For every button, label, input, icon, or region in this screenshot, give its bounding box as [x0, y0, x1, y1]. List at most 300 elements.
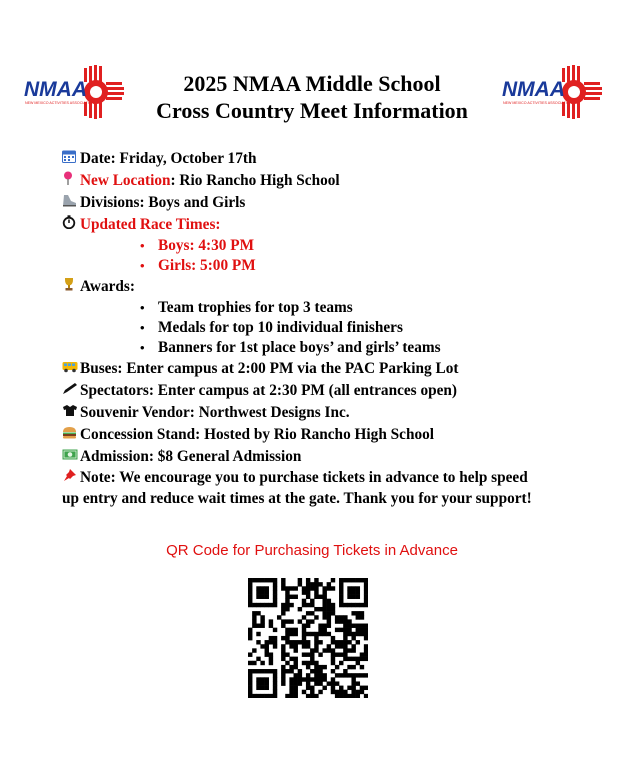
qr-module	[327, 632, 331, 636]
qr-module	[306, 652, 310, 656]
qr-module	[265, 694, 269, 698]
qr-module	[327, 611, 331, 615]
qr-module	[281, 603, 285, 607]
pushpin-icon	[62, 468, 80, 489]
qr-module	[260, 586, 264, 590]
qr-module	[265, 652, 269, 656]
qr-module	[306, 619, 310, 623]
qr-module	[248, 661, 252, 665]
qr-module	[347, 628, 351, 632]
qr-module	[285, 595, 289, 599]
qr-module	[343, 615, 347, 619]
qr-module	[294, 694, 298, 698]
qr-module	[265, 595, 269, 599]
qr-module	[302, 632, 306, 636]
qr-module	[306, 644, 310, 648]
qr-module	[339, 628, 343, 632]
qr-module	[351, 624, 355, 628]
qr-module	[310, 677, 314, 681]
pen-icon	[62, 381, 80, 402]
qr-module	[248, 632, 252, 636]
qr-module	[318, 582, 322, 586]
qr-module	[248, 686, 252, 690]
qr-module	[364, 624, 368, 628]
qr-module	[347, 578, 351, 582]
qr-module	[364, 686, 368, 690]
qr-module	[339, 640, 343, 644]
race-times-list	[62, 236, 562, 276]
qr-module	[248, 636, 252, 640]
qr-module	[248, 690, 252, 694]
qr-module	[306, 632, 310, 636]
qr-module	[310, 586, 314, 590]
burger-icon	[62, 425, 80, 446]
qr-module	[310, 632, 314, 636]
qr-module	[335, 673, 339, 677]
qr-module	[285, 607, 289, 611]
qr-module	[273, 599, 277, 603]
qr-module	[294, 595, 298, 599]
qr-module	[269, 640, 273, 644]
qr-module	[351, 681, 355, 685]
qr-module	[306, 661, 310, 665]
qr-module	[248, 677, 252, 681]
qr-module	[347, 603, 351, 607]
qr-module	[322, 648, 326, 652]
qr-module	[298, 619, 302, 623]
qr-module	[314, 648, 318, 652]
qr-module	[256, 595, 260, 599]
note-paragraph	[62, 468, 540, 509]
qr-module	[265, 677, 269, 681]
qr-module	[302, 690, 306, 694]
qr-module	[289, 686, 293, 690]
qr-module	[318, 624, 322, 628]
qr-module	[322, 590, 326, 594]
qr-module	[269, 694, 273, 698]
spectators-text: Spectators: Enter campus at 2:30 PM (all entrances open)	[80, 382, 457, 399]
qr-module	[294, 628, 298, 632]
qr-module	[318, 669, 322, 673]
qr-module	[339, 582, 343, 586]
qr-module	[302, 615, 306, 619]
qr-module	[281, 648, 285, 652]
qr-module	[281, 673, 285, 677]
qr-module	[269, 661, 273, 665]
qr-module	[273, 669, 277, 673]
qr-module	[289, 665, 293, 669]
qr-module	[339, 690, 343, 694]
qr-module	[356, 640, 360, 644]
qr-module	[248, 582, 252, 586]
qr-module	[265, 578, 269, 582]
qr-module	[252, 648, 256, 652]
qr-module	[289, 644, 293, 648]
qr-module	[310, 657, 314, 661]
qr-module	[281, 619, 285, 623]
qr-module	[289, 657, 293, 661]
qr-module	[269, 636, 273, 640]
qr-module	[318, 632, 322, 636]
qr-module	[327, 599, 331, 603]
qr-module	[273, 603, 277, 607]
qr-module	[281, 657, 285, 661]
qr-module	[248, 669, 252, 673]
qr-module	[306, 624, 310, 628]
qr-module	[269, 619, 273, 623]
qr-module	[298, 669, 302, 673]
money-icon	[62, 447, 80, 468]
qr-module	[318, 595, 322, 599]
logo-text: NMAA	[24, 78, 87, 101]
qr-module	[327, 615, 331, 619]
qr-module	[248, 652, 252, 656]
qr-module	[273, 595, 277, 599]
qr-module	[302, 624, 306, 628]
race-time-boys: • Boys: 4:30 PM	[138, 236, 562, 256]
vendor-line	[62, 402, 562, 424]
qr-module	[306, 578, 310, 582]
qr-module	[331, 657, 335, 661]
qr-module	[364, 673, 368, 677]
qr-module	[351, 644, 355, 648]
qr-module	[314, 677, 318, 681]
qr-module	[314, 632, 318, 636]
buses-line	[62, 358, 562, 380]
qr-module	[347, 648, 351, 652]
qr-module	[314, 665, 318, 669]
qr-module	[306, 582, 310, 586]
qr-module	[322, 595, 326, 599]
qr-module	[269, 624, 273, 628]
qr-module	[285, 640, 289, 644]
qr-module	[273, 582, 277, 586]
qr-module	[339, 599, 343, 603]
qr-module	[306, 611, 310, 615]
qr-module	[339, 615, 343, 619]
qr-module	[269, 657, 273, 661]
qr-module	[260, 669, 264, 673]
qr-module	[351, 595, 355, 599]
qr-module	[306, 673, 310, 677]
qr-module	[277, 615, 281, 619]
qr-module	[248, 586, 252, 590]
qr-module	[339, 652, 343, 656]
qr-module	[260, 595, 264, 599]
qr-module	[260, 619, 264, 623]
qr-module	[351, 673, 355, 677]
qr-module	[260, 677, 264, 681]
qr-module	[289, 694, 293, 698]
qr-module	[356, 661, 360, 665]
qr-module	[248, 673, 252, 677]
qr-module	[322, 615, 326, 619]
title-line-1: 2025 NMAA Middle School	[183, 71, 441, 96]
qr-module	[347, 673, 351, 677]
qr-module	[289, 669, 293, 673]
qr-module	[310, 661, 314, 665]
qr-module	[364, 648, 368, 652]
qr-module	[265, 640, 269, 644]
qr-module	[310, 690, 314, 694]
qr-module	[260, 578, 264, 582]
qr-module	[289, 603, 293, 607]
qr-module	[273, 644, 277, 648]
qr-module	[343, 669, 347, 673]
qr-module	[285, 619, 289, 623]
qr-module	[360, 665, 364, 669]
qr-module	[347, 619, 351, 623]
qr-module	[273, 636, 277, 640]
race-times-label: Updated Race Times:	[80, 216, 221, 233]
qr-module	[339, 644, 343, 648]
qr-module	[347, 686, 351, 690]
qr-module	[281, 578, 285, 582]
qr-module	[260, 694, 264, 698]
qr-module	[265, 681, 269, 685]
qr-module	[285, 628, 289, 632]
qr-module	[281, 586, 285, 590]
qr-module	[260, 644, 264, 648]
qr-module	[273, 677, 277, 681]
qr-code[interactable]	[248, 578, 368, 698]
qr-module	[302, 590, 306, 594]
qr-module	[343, 636, 347, 640]
qr-module	[335, 665, 339, 669]
location-text: : Rio Rancho High School	[170, 172, 340, 189]
qr-module	[285, 586, 289, 590]
qr-module	[306, 694, 310, 698]
qr-module	[298, 677, 302, 681]
qr-module	[327, 586, 331, 590]
qr-module	[360, 673, 364, 677]
qr-module	[339, 686, 343, 690]
shoe-icon	[62, 193, 80, 214]
qr-module	[339, 595, 343, 599]
qr-module	[298, 582, 302, 586]
qr-caption: QR Code for Purchasing Tickets in Advance	[166, 542, 458, 559]
qr-module	[298, 640, 302, 644]
qr-module	[310, 603, 314, 607]
qr-module	[322, 599, 326, 603]
award-item-banners: • Banners for 1st place boys’ and girls’ teams	[138, 338, 562, 358]
divisions-text: Divisions: Boys and Girls	[80, 194, 246, 211]
race-time-girls: • Girls: 5:00 PM	[138, 256, 562, 276]
qr-module	[318, 640, 322, 644]
qr-module	[364, 590, 368, 594]
qr-module	[364, 586, 368, 590]
qr-module	[252, 619, 256, 623]
qr-module	[265, 590, 269, 594]
qr-module	[310, 619, 314, 623]
qr-module	[331, 603, 335, 607]
qr-module	[351, 648, 355, 652]
date-line	[62, 148, 562, 170]
qr-module	[322, 607, 326, 611]
qr-module	[356, 681, 360, 685]
concession-text: Concession Stand: Hosted by Rio Rancho High School	[80, 426, 435, 443]
qr-module	[327, 619, 331, 623]
qr-module	[356, 615, 360, 619]
qr-module	[356, 595, 360, 599]
qr-module	[339, 603, 343, 607]
awards-line	[62, 276, 562, 298]
qr-module	[327, 607, 331, 611]
qr-module	[351, 636, 355, 640]
qr-module	[306, 640, 310, 644]
qr-module	[285, 669, 289, 673]
calendar-icon	[62, 149, 80, 170]
qr-module	[260, 661, 264, 665]
qr-module	[302, 652, 306, 656]
qr-module	[339, 673, 343, 677]
qr-module	[269, 603, 273, 607]
qr-module	[335, 690, 339, 694]
qr-module	[322, 677, 326, 681]
qr-module	[310, 582, 314, 586]
qr-module	[364, 582, 368, 586]
qr-module	[310, 686, 314, 690]
qr-module	[314, 681, 318, 685]
qr-module	[302, 677, 306, 681]
qr-module	[248, 578, 252, 582]
qr-module	[273, 586, 277, 590]
qr-module	[347, 657, 351, 661]
qr-module	[256, 624, 260, 628]
qr-module	[310, 599, 314, 603]
qr-module	[269, 652, 273, 656]
awards-list	[62, 298, 562, 358]
qr-module	[285, 636, 289, 640]
qr-module	[339, 578, 343, 582]
qr-module	[335, 681, 339, 685]
logo-text: NMAA	[502, 78, 565, 101]
qr-module	[322, 673, 326, 677]
location-label: New Location	[80, 172, 171, 189]
qr-module	[360, 611, 364, 615]
qr-module	[356, 673, 360, 677]
qr-module	[281, 681, 285, 685]
qr-module	[252, 694, 256, 698]
qr-module	[273, 686, 277, 690]
qr-module	[281, 677, 285, 681]
qr-module	[327, 582, 331, 586]
qr-module	[306, 590, 310, 594]
qr-module	[331, 652, 335, 656]
qr-module	[260, 681, 264, 685]
qr-module	[256, 657, 260, 661]
qr-module	[331, 636, 335, 640]
qr-module	[364, 657, 368, 661]
qr-module	[252, 624, 256, 628]
qr-module	[260, 603, 264, 607]
qr-module	[260, 624, 264, 628]
nmaa-logo-right	[500, 64, 602, 120]
qr-module	[302, 628, 306, 632]
qr-module	[318, 690, 322, 694]
qr-module	[360, 652, 364, 656]
qr-module	[298, 578, 302, 582]
qr-module	[351, 603, 355, 607]
qr-module	[356, 632, 360, 636]
qr-module	[273, 694, 277, 698]
qr-module	[335, 644, 339, 648]
qr-module	[360, 690, 364, 694]
qr-module	[285, 603, 289, 607]
qr-module	[256, 603, 260, 607]
qr-module	[256, 640, 260, 644]
qr-module	[294, 681, 298, 685]
qr-module	[351, 677, 355, 681]
qr-module	[269, 669, 273, 673]
qr-module	[318, 673, 322, 677]
qr-module	[343, 644, 347, 648]
qr-module	[364, 652, 368, 656]
qr-module	[285, 599, 289, 603]
qr-module	[331, 611, 335, 615]
qr-module	[252, 661, 256, 665]
qr-module	[335, 619, 339, 623]
qr-module	[256, 669, 260, 673]
qr-module	[351, 611, 355, 615]
qr-module	[306, 665, 310, 669]
qr-module	[364, 644, 368, 648]
qr-module	[343, 648, 347, 652]
qr-module	[314, 673, 318, 677]
qr-module	[356, 590, 360, 594]
qr-module	[285, 590, 289, 594]
qr-module	[343, 578, 347, 582]
note-text: Note: We encourage you to purchase tickets in advance to help speed up entry and reduce wait times at the gate. Thank you for your support!	[62, 469, 532, 507]
qr-module	[285, 661, 289, 665]
qr-module	[331, 690, 335, 694]
qr-module	[302, 661, 306, 665]
qr-module	[356, 611, 360, 615]
qr-module	[289, 619, 293, 623]
qr-module	[318, 652, 322, 656]
qr-module	[318, 677, 322, 681]
qr-module	[322, 603, 326, 607]
qr-module	[306, 686, 310, 690]
spectators-line	[62, 380, 562, 402]
qr-module	[269, 578, 273, 582]
qr-module	[273, 640, 277, 644]
qr-module	[281, 607, 285, 611]
logo-subtext: NEW MEXICO ACTIVITIES ASSOCIATION	[503, 101, 573, 105]
qr-module	[360, 628, 364, 632]
qr-module	[294, 677, 298, 681]
qr-module	[265, 669, 269, 673]
qr-module	[339, 661, 343, 665]
qr-module	[339, 586, 343, 590]
qr-module	[289, 677, 293, 681]
qr-module	[322, 624, 326, 628]
qr-module	[306, 603, 310, 607]
qr-module	[273, 690, 277, 694]
qr-module	[256, 632, 260, 636]
qr-module	[294, 644, 298, 648]
qr-module	[347, 640, 351, 644]
qr-module	[318, 681, 322, 685]
qr-module	[248, 595, 252, 599]
qr-module	[302, 599, 306, 603]
qr-module	[322, 611, 326, 615]
qr-module	[322, 686, 326, 690]
qr-module	[364, 632, 368, 636]
divisions-line	[62, 192, 562, 214]
qr-module	[331, 681, 335, 685]
qr-module	[289, 586, 293, 590]
